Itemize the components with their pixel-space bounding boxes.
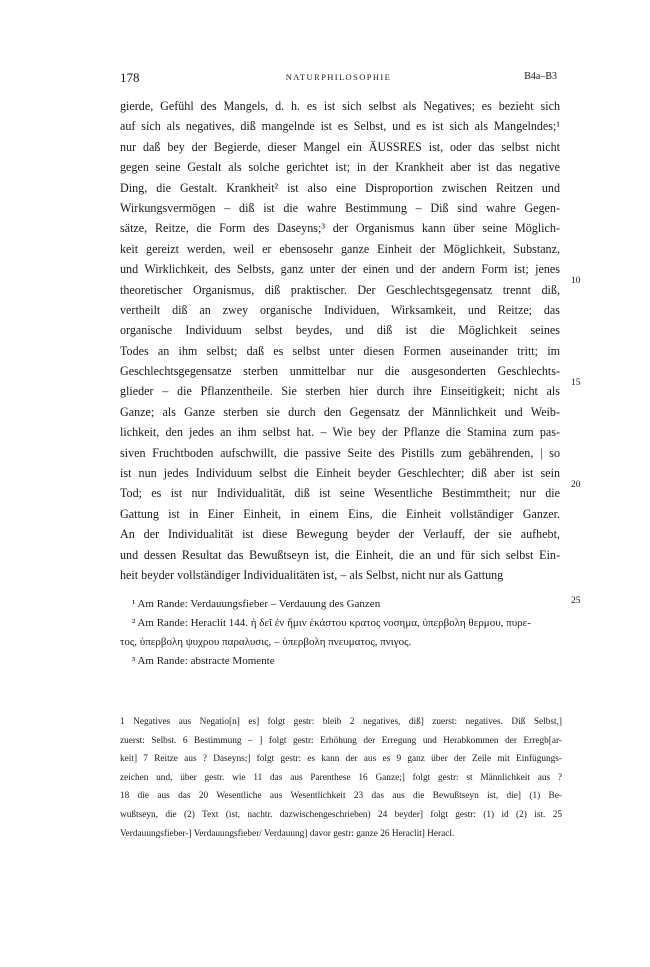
text-line: An der Individualität ist diese Bewegung beyder der Verlauff, der sie aufhebt, bbox=[120, 527, 560, 542]
text-line: nur daß bey der Begierde, dieser Mangel ein ÄUSSRES ist, oder das selbst nicht bbox=[120, 139, 560, 154]
line-number: 15 bbox=[571, 378, 581, 388]
critical-apparatus bbox=[120, 713, 562, 843]
text-line: heit beyder vollständiger Individualitäten ist, – als Selbst, nicht nur als Gattung bbox=[120, 567, 504, 582]
apparatus-line: zuerst: Selbst. 6 Bestimmung – ] folgt gestr: Erhöhung der Erregung und Herabkommen der Erregb[ar- bbox=[120, 735, 562, 746]
apparatus-line: wußtseyn, die (2) Text (ist, nachtr. dazwischengeschrieben) 24 beyder] folgt gestr: (1) id (2) ist. 25 bbox=[120, 809, 562, 820]
page-number: 178 bbox=[120, 70, 140, 85]
footnote: ¹ Am Rande: Verdauungsfieber – Verdauung des Ganzen bbox=[132, 598, 381, 610]
apparatus-line: 1 Negatives aus Negatio[n] es] folgt gestr: bleib 2 negatives, diß] zuerst: negatives. Diß Selbst,] bbox=[120, 717, 562, 727]
text-line: und dessen Resultat das Bewußtseyn ist, die Einheit, die an und für sich selbst Ein- bbox=[120, 547, 560, 562]
text-line: keit gereizt werden, weil er ebensosehr ganze Einheit der Möglichkeit, Substanz, bbox=[120, 241, 560, 256]
text-line: vertheilt diß an zwey organische Individuen, Wirksamkeit, und Reitze; das bbox=[120, 302, 560, 317]
text-line: ist nun jedes Individuum selbst die Einheit beyder Geschlechter; diß aber ist sein bbox=[120, 466, 560, 481]
text-line: Gattung ist in Einer Einheit, in einem Eins, die Einheit vollständiger Ganzer. bbox=[120, 506, 560, 521]
text-line: auf sich als negatives, diß mangelnde ist es Selbst, und es ist sich als Mangelndes;¹ bbox=[120, 119, 560, 134]
line-number: 10 bbox=[571, 276, 581, 286]
text-line: siven Fruchtboden aufschwillt, die passive Seite des Pistills zum gebährenden, | so bbox=[120, 445, 560, 460]
apparatus-line: zeichen und, über gestr. wie 11 das aus Parenthese 16 Ganze;] folgt gestr: st Männlichkeit aus ? bbox=[120, 772, 562, 783]
footnote: ³ Am Rande: abstracte Momente bbox=[132, 655, 275, 667]
text-line: Ganze; als Ganze sterben sie durch den Gegensatz der Männlichkeit und Weib- bbox=[120, 404, 560, 419]
apparatus-line: 18 die aus das 20 Wesentliche aus Wesentlichkeit 23 das aus die Bewußtseyn ist, die] (1) Be- bbox=[120, 791, 562, 802]
text-line: gegen seine Gestalt als solche gerichtet ist; in der Krankheit aber ist das negative bbox=[120, 160, 560, 175]
text-line: Tod; es ist nur Individualität, diß ist seine Wesentliche Bestimmtheit; nur die bbox=[120, 486, 560, 501]
apparatus-line: Verdauungsfieber-] Verdauungsfieber/ Verdauung] davor gestr: ganze 26 Heraclit] Heracl. bbox=[120, 828, 455, 839]
footnote: ² Am Rande: Heraclit 144. ἡ δεῖ ἐν ἥμιν ἑκάστου κρατος νοσημα, ὑπερβολη θερμου, πυρε- bbox=[132, 617, 531, 629]
running-header bbox=[120, 70, 557, 88]
main-text bbox=[120, 96, 560, 585]
footnotes bbox=[120, 595, 560, 671]
text-line: organische Individuum selbst beydes, und diß ist die Möglichkeit seines bbox=[120, 323, 560, 338]
text-line: gierde, Gefühl des Mangels, d. h. es ist sich selbst als Negatives; es bezieht sich bbox=[120, 99, 560, 113]
running-title: NATURPHILOSOPHIE bbox=[285, 72, 392, 82]
text-line: Todes an ihm selbst; daß es selbst unter diesen Formen auseinander tritt; im bbox=[120, 343, 560, 358]
text-line: glieder – die Pflanzentheile. Sie sterben hier durch ihre Einseitigkeit; nicht als bbox=[120, 384, 560, 399]
text-line: theoretischer Organismus, diß praktischer. Der Geschlechtsgegensatz trennt diß, bbox=[120, 282, 560, 297]
manuscript-reference: B4a–B3 bbox=[524, 71, 557, 82]
apparatus-line: keit] 7 Reitze aus ? Daseyns;] folgt gestr: es kann der aus es 9 ganz über der Zeile mit Einfügungs- bbox=[120, 754, 562, 765]
text-line: sätze, Reitze, die Form des Daseyns;³ der Organismus kann über seine Möglich- bbox=[120, 221, 560, 236]
text-line: lichkeit, den jedes an ihm selbst hat. – Wie bey der Pflanze die Stamina zum pas- bbox=[120, 425, 560, 440]
line-number: 25 bbox=[571, 596, 581, 606]
line-number: 20 bbox=[571, 480, 581, 490]
text-line: und Wirklichkeit, des Selbsts, ganz unter der einen und der andern Form ist; jenes bbox=[120, 262, 560, 277]
text-line: Wirkungsvermögen – diß ist die wahre Bestimmung – Diß sind wahre Gegen- bbox=[120, 200, 560, 215]
text-line: Ding, die Gestalt. Krankheit² ist also eine Disproportion zwischen Reitzen und bbox=[120, 180, 560, 195]
text-line: Geschlechtsgegensatze sterben unmittelbar nur die ausgesonderten Geschlechts- bbox=[120, 364, 560, 379]
footnote-continuation: τος, ὑπερβολη ψυχρου παραλυσις, – ὑπερβολη πνευματος, πνιγος. bbox=[120, 636, 412, 648]
